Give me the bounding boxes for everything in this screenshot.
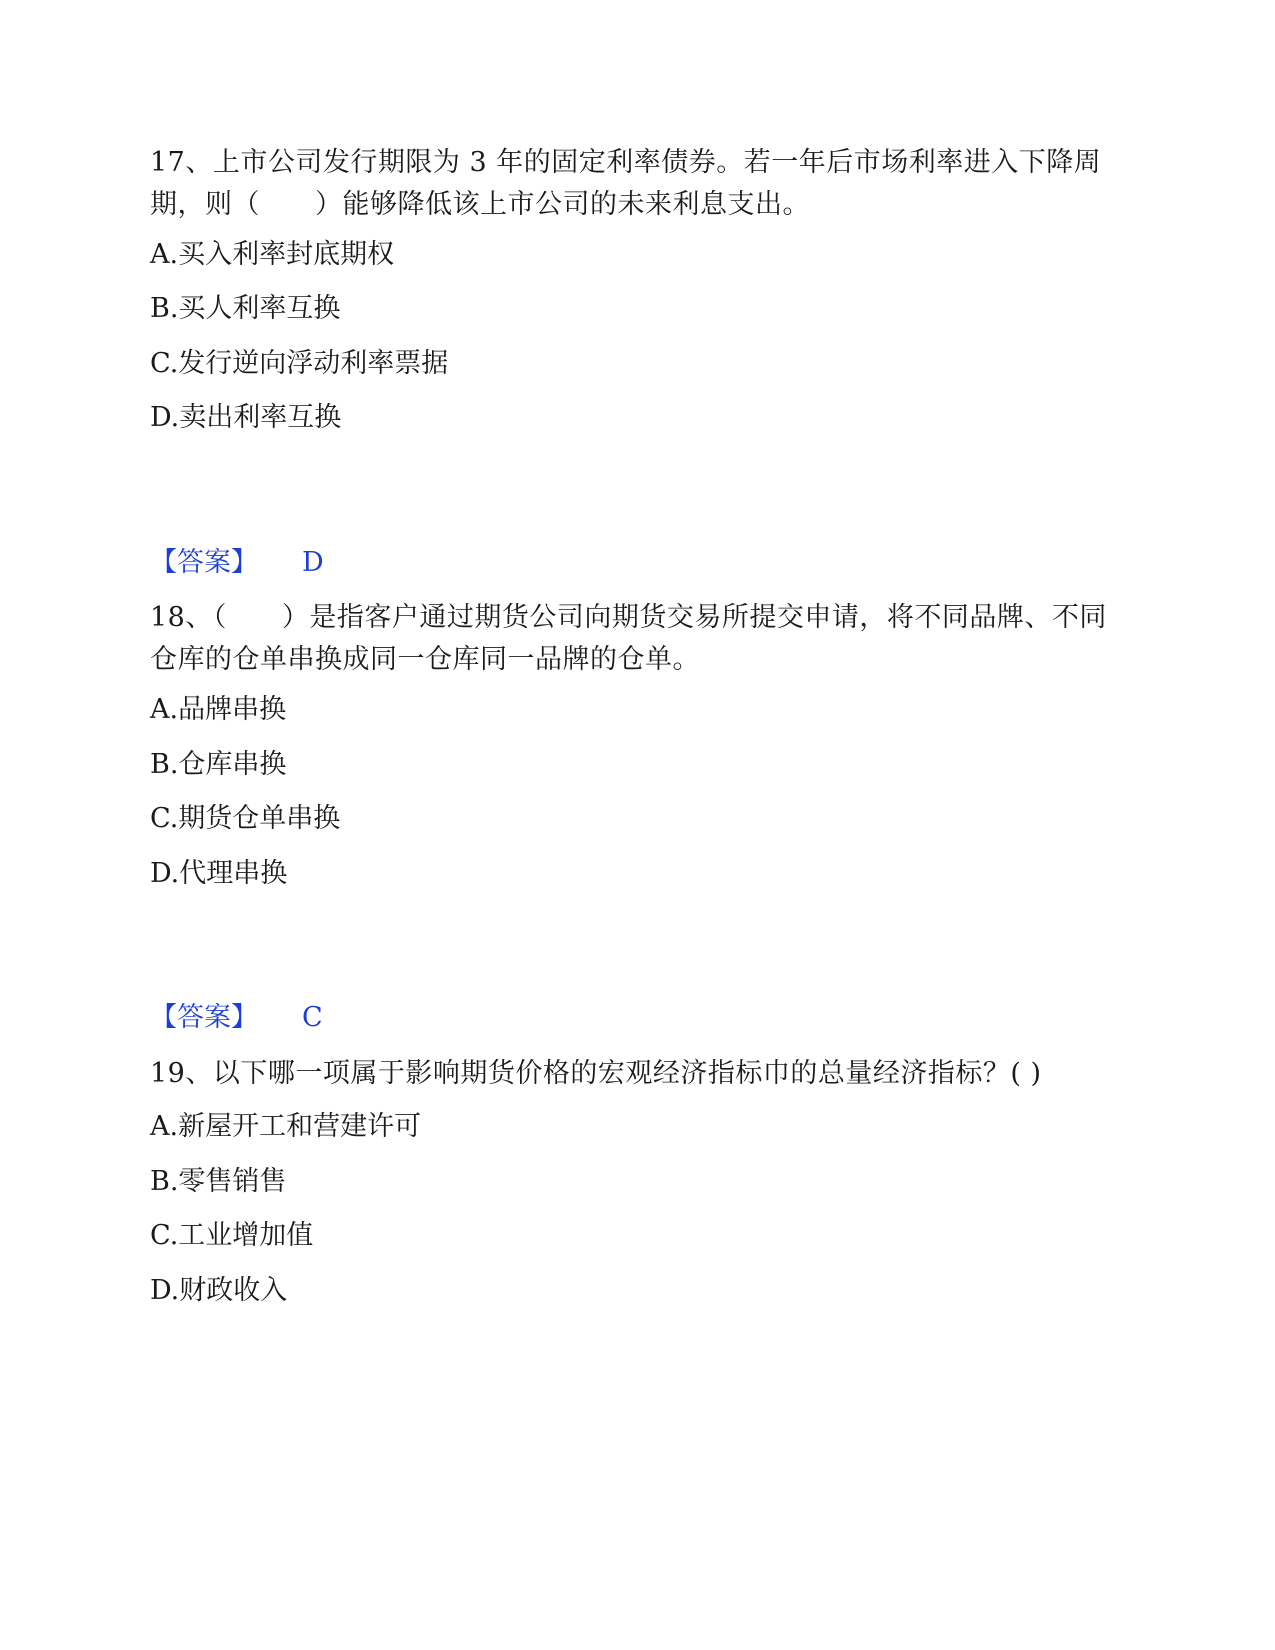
option-a: A.买入利率封底期权 [150, 239, 395, 270]
answer-18 [150, 1001, 323, 1035]
option-a: A.新屋开工和营建许可 [150, 1111, 422, 1142]
answer-label: 【答案】 [150, 547, 258, 578]
option-c: C.期货仓单串换 [150, 803, 341, 834]
option-b: B.零售销售 [150, 1166, 287, 1197]
option-d: D.卖出利率互换 [150, 402, 342, 433]
answer-value: D [302, 547, 324, 578]
option-a: A.品牌串换 [150, 694, 287, 725]
answer-value: C [302, 1002, 323, 1033]
question-stem: 18、（ ）是指客户通过期货公司向期货交易所提交申请，将不同品牌、不同仓库的仓单串换成同一仓库同一品牌的仓单。 [150, 602, 1107, 675]
option-b: B.仓库串换 [150, 749, 287, 780]
question-18 [150, 597, 1110, 681]
question-19 [150, 1053, 1140, 1095]
option-b: B.买人利率互换 [150, 293, 341, 324]
option-c: C.发行逆向浮动利率票据 [150, 348, 449, 379]
option-d: D.代理串换 [150, 858, 288, 889]
option-d: D.财政收入 [150, 1275, 288, 1306]
question-stem: 19、以下哪一项属于影响期货价格的宏观经济指标巾的总量经济指标？( ) [150, 1058, 1042, 1089]
answer-17 [150, 546, 324, 580]
question-17 [150, 142, 1110, 226]
answer-label: 【答案】 [150, 1002, 258, 1033]
option-c: C.工业增加值 [150, 1220, 314, 1251]
question-stem: 17、上市公司发行期限为 3 年的固定利率债券。若一年后市场利率进入下降周期，则（ ）能够降低该上市公司的未来利息支出。 [150, 147, 1102, 220]
